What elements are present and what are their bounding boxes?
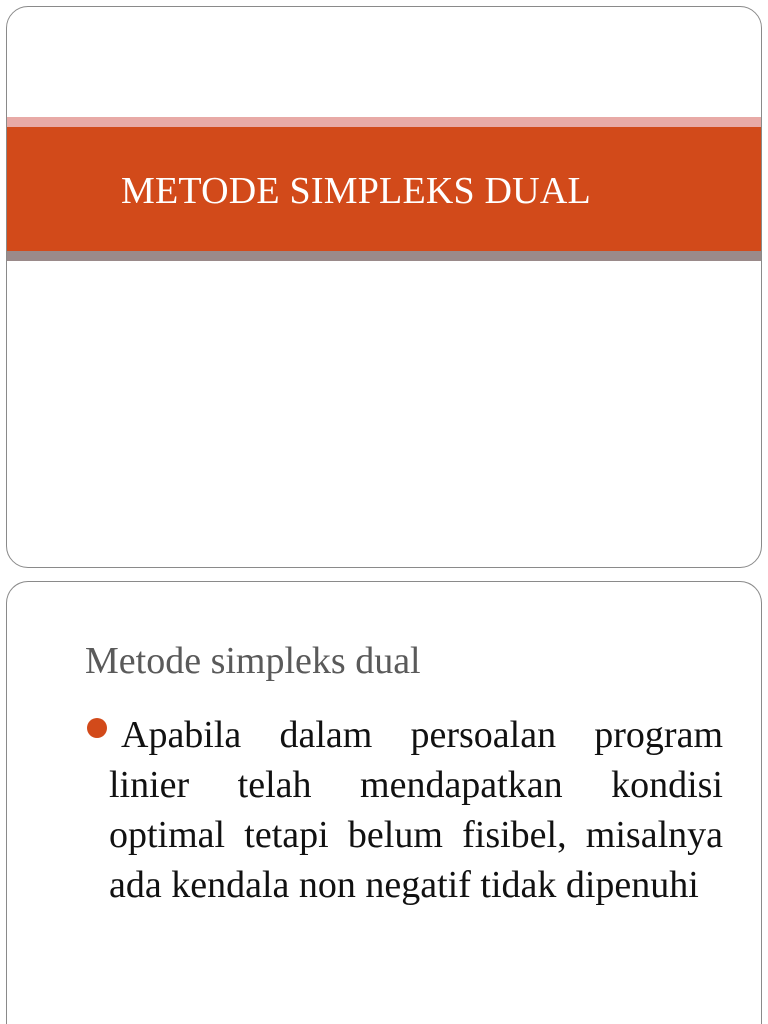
slide-title: METODE SIMPLEKS DUAL: [121, 170, 591, 212]
content-slide: [6, 581, 762, 1024]
bullet-dot-icon: [87, 718, 107, 738]
bullet-text: Apabila dalam persoalan program linier telah mendapatkan kondisi optimal tetapi belum fisibel, misalnya ada kendala non negatif tidak dipenuhi: [109, 714, 723, 906]
title-band-bottom-stripe: [7, 251, 761, 261]
title-slide: [6, 6, 762, 568]
title-band: [7, 127, 761, 251]
slide-subtitle: Metode simpleks dual: [85, 640, 421, 682]
title-band-top-stripe: [7, 117, 761, 127]
bullet-item: [87, 710, 723, 910]
